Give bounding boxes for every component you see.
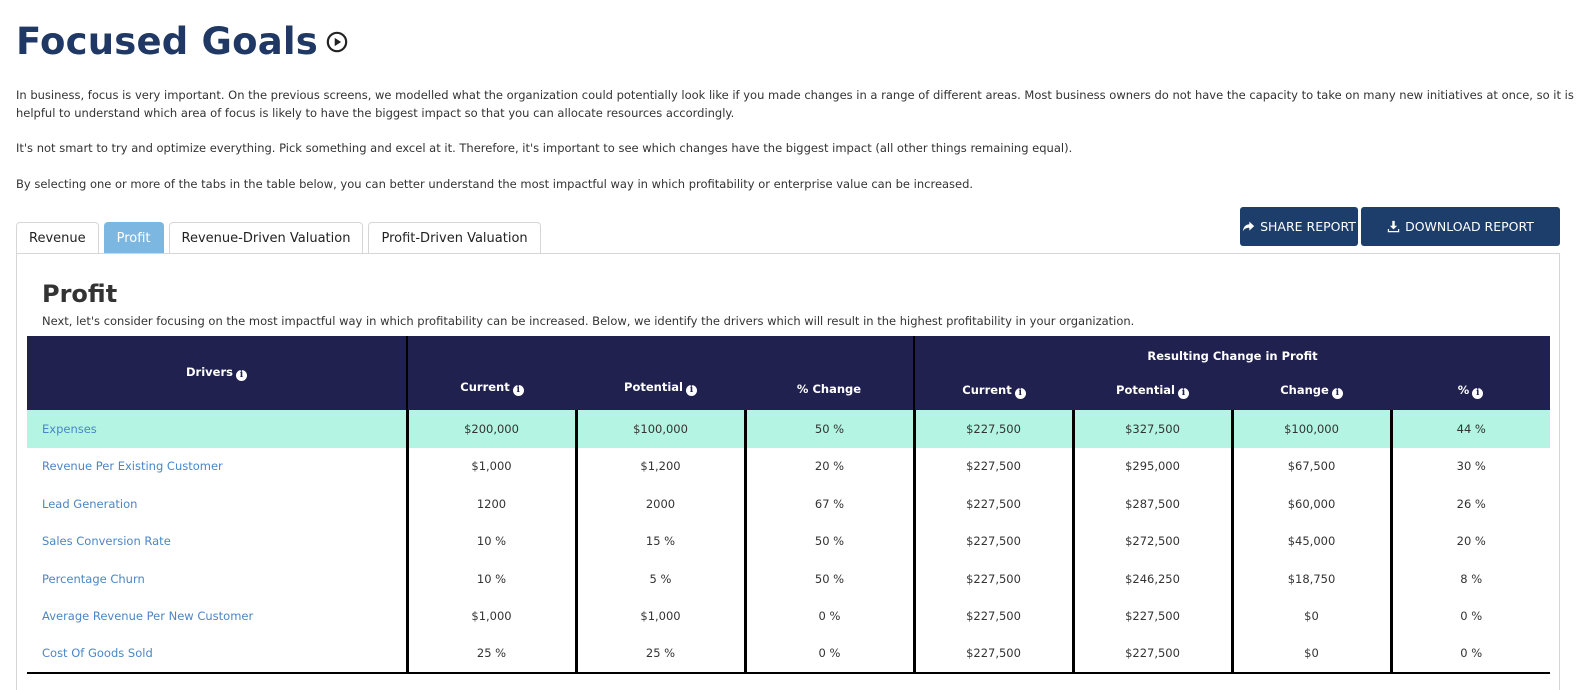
table-row	[27, 598, 1550, 636]
header-current: Current i	[407, 336, 576, 410]
play-circle-icon[interactable]	[326, 31, 348, 53]
cell-potential: $100,000	[576, 410, 745, 448]
header-res-potential: Potential i	[1073, 372, 1232, 410]
table-row	[27, 410, 1550, 448]
intro-paragraph-3: By selecting one or more of the tabs in the table below, you can better understand the most impactful way in which profitability or enterprise value can be increased.	[16, 177, 974, 191]
cell-potential: 25 %	[576, 635, 745, 673]
cell-pct-change: 67 %	[745, 485, 914, 523]
header-res-pct: % i	[1391, 372, 1550, 410]
cell-res-change: $60,000	[1232, 485, 1391, 523]
info-icon[interactable]: i	[1178, 388, 1189, 399]
panel-title: Profit	[42, 280, 118, 308]
cell-current: 25 %	[407, 635, 576, 673]
driver-link[interactable]: Revenue Per Existing Customer	[42, 459, 223, 474]
info-icon[interactable]: i	[1472, 388, 1483, 399]
cell-potential: $1,000	[576, 598, 745, 636]
driver-link[interactable]: Percentage Churn	[42, 571, 145, 586]
header-potential: Potential i	[576, 336, 745, 410]
header-drivers: Drivers i	[27, 336, 407, 410]
table-row	[27, 635, 1550, 673]
tab-revenue[interactable]: Revenue	[16, 222, 99, 254]
cell-res-potential: $295,000	[1073, 448, 1232, 486]
cell-res-change: $18,750	[1232, 560, 1391, 598]
cell-res-current: $227,500	[914, 635, 1073, 673]
share-icon	[1242, 220, 1255, 233]
driver-link[interactable]: Expenses	[27, 410, 407, 448]
driver-link[interactable]: Lead Generation	[42, 496, 138, 511]
cell-res-potential: $246,250	[1073, 560, 1232, 598]
cell-res-potential: $227,500	[1073, 635, 1232, 673]
cell-res-pct: 0 %	[1391, 635, 1550, 673]
cell-res-current: $227,500	[914, 560, 1073, 598]
cell-res-change: $45,000	[1232, 523, 1391, 561]
header-res-change: Change i	[1232, 372, 1391, 410]
intro-paragraph-1: In business, focus is very important. On the previous screens, we modelled what the organization could potentially look like if you made changes in a range of different areas. Most business owners do not have the capacity to take on many new initiatives at once, so it is helpful to understand which area of focus is likely to have the biggest impact so that you can allocate resources accordingly.	[16, 88, 1574, 120]
cell-current: 10 %	[407, 523, 576, 561]
cell-current: 10 %	[407, 560, 576, 598]
table-row	[27, 448, 1550, 486]
driver-link[interactable]: Cost Of Goods Sold	[27, 635, 407, 673]
cell-pct-change: 0 %	[745, 635, 914, 673]
cell-potential: $1,200	[576, 448, 745, 486]
download-icon	[1387, 220, 1400, 233]
cell-res-current: $227,500	[914, 448, 1073, 486]
cell-res-change: $67,500	[1232, 448, 1391, 486]
panel-description: Next, let's consider focusing on the most impactful way in which profitability can be increased. Below, we identify the drivers which will result in the highest profitability in your organization.	[42, 314, 1135, 328]
cell-res-pct: 20 %	[1391, 523, 1550, 561]
cell-res-current: $227,500	[914, 410, 1073, 448]
cell-res-current: $227,500	[914, 598, 1073, 636]
info-icon[interactable]: i	[236, 370, 247, 381]
info-icon[interactable]: i	[513, 385, 524, 396]
cell-potential: 15 %	[576, 523, 745, 561]
cell-res-change: $0	[1232, 598, 1391, 636]
drivers-table	[27, 336, 1550, 674]
cell-res-potential: $287,500	[1073, 485, 1232, 523]
intro-paragraph-2: It's not smart to try and optimize everything. Pick something and excel at it. Therefore, it's important to see which changes have the biggest impact (all other things remaining equal).	[16, 141, 1073, 155]
cell-current: $1,000	[407, 598, 576, 636]
tab-profit[interactable]: Profit	[104, 222, 164, 254]
share-report-button[interactable]	[1240, 207, 1358, 246]
download-report-label: DOWNLOAD REPORT	[1405, 219, 1534, 234]
info-icon[interactable]: i	[1015, 388, 1026, 399]
info-icon[interactable]: i	[1332, 388, 1343, 399]
cell-current: $200,000	[407, 410, 576, 448]
table-row	[27, 560, 1550, 598]
cell-potential: 5 %	[576, 560, 745, 598]
table-row	[27, 523, 1550, 561]
cell-pct-change: 50 %	[745, 410, 914, 448]
cell-res-current: $227,500	[914, 485, 1073, 523]
cell-pct-change: 0 %	[745, 598, 914, 636]
page-title-text: Focused Goals	[16, 20, 319, 63]
cell-res-pct: 8 %	[1391, 560, 1550, 598]
cell-res-potential: $272,500	[1073, 523, 1232, 561]
cell-res-current: $227,500	[914, 523, 1073, 561]
share-report-label: SHARE REPORT	[1260, 219, 1356, 234]
tab-profit-driven-valuation[interactable]: Profit-Driven Valuation	[368, 222, 540, 254]
table-row	[27, 485, 1550, 523]
cell-pct-change: 20 %	[745, 448, 914, 486]
info-icon[interactable]: i	[686, 385, 697, 396]
cell-current: $1,000	[407, 448, 576, 486]
cell-res-change: $100,000	[1232, 410, 1391, 448]
header-res-current: Current i	[914, 372, 1073, 410]
driver-link[interactable]: Sales Conversion Rate	[42, 534, 171, 549]
cell-res-potential: $227,500	[1073, 598, 1232, 636]
download-report-button[interactable]	[1361, 207, 1560, 246]
cell-potential: 2000	[576, 485, 745, 523]
cell-pct-change: 50 %	[745, 523, 914, 561]
tab-bar	[16, 222, 541, 254]
cell-res-pct: 26 %	[1391, 485, 1550, 523]
header-pct-change: % Change	[745, 336, 914, 410]
tab-revenue-driven-valuation[interactable]: Revenue-Driven Valuation	[169, 222, 364, 254]
driver-link[interactable]: Average Revenue Per New Customer	[42, 609, 254, 624]
cell-res-pct: 0 %	[1391, 598, 1550, 636]
cell-res-pct: 44 %	[1391, 410, 1550, 448]
page-title	[16, 20, 348, 63]
cell-res-change: $0	[1232, 635, 1391, 673]
cell-current: 1200	[407, 485, 576, 523]
cell-res-pct: 30 %	[1391, 448, 1550, 486]
header-resulting-change: Resulting Change in Profit	[914, 336, 1550, 372]
cell-pct-change: 50 %	[745, 560, 914, 598]
cell-res-potential: $327,500	[1073, 410, 1232, 448]
tab-panel-profit	[16, 253, 1560, 690]
